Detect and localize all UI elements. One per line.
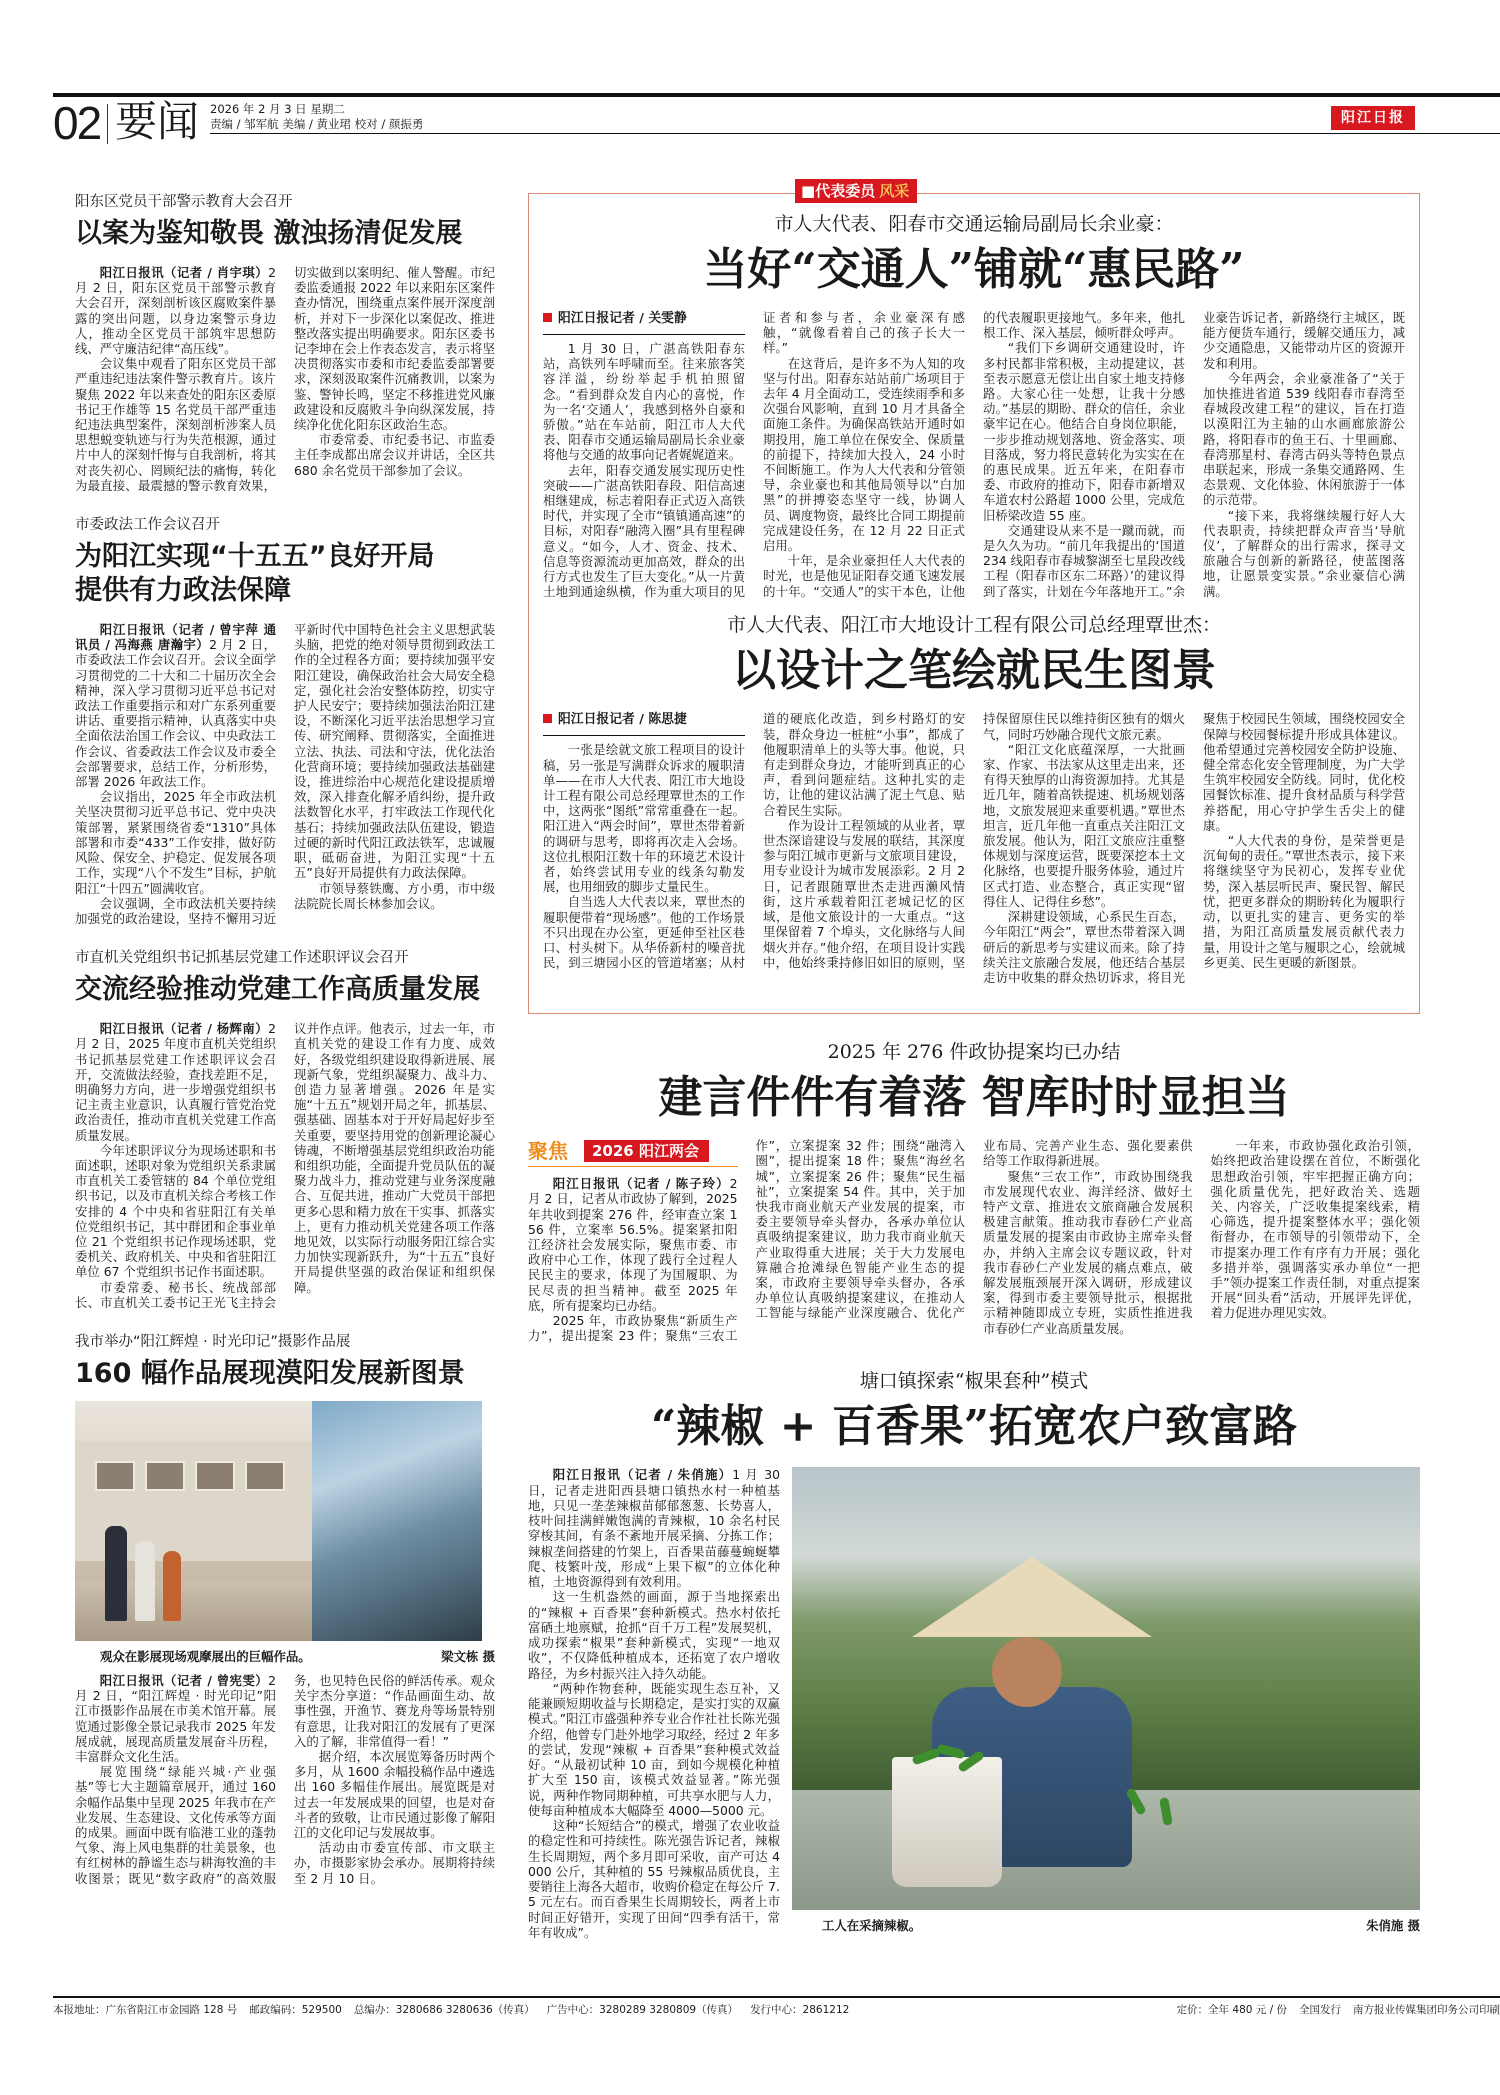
story-headline — [75, 540, 495, 608]
footer-address: 本报地址：广东省阳江市金园路 128 号 — [53, 2004, 238, 2016]
byline-marker-icon — [543, 313, 552, 322]
pepper-photo-column — [792, 1467, 1420, 1934]
pepper-story — [528, 1369, 1420, 1940]
story-paragraph: 聚焦“三农工作”，市政协围绕我市发展现代农业、海洋经济、做好土特产文章、推进农文旅商融合发展积极建言献策。推动我市春砂仁产业高质量发展的提案由市政协主席牵头督办，并纳入主席会议专题议政，针对我市春砂仁产业发展的痛点难点，破解发展瓶颈展开深入调研，形成建议案，得到市委主要领导批示，根据批示精神随即成立专班，实质性推进我市春砂仁产业高质量发展。 — [983, 1168, 1193, 1336]
story-party-building-review — [75, 948, 495, 1310]
pepper-body — [528, 1467, 780, 1940]
photo-conical-hat — [912, 1557, 1152, 1637]
byline-text: 阳江日报记者 / 关雯静 — [558, 311, 687, 326]
photo-large-print — [312, 1401, 482, 1641]
profile-paragraph: 自当选人大代表以来，覃世杰的履职便带着“现场感”。他的工作场景不只出现在办公室，更延伸至社区巷口、村头树下。从华侨新村的噪音扰民，到三塘园小区的管道堵塞；从村道的硬底化改造，到乡村路灯的安装，群众身边一桩桩“小事”，都成了他履职清单上的头等大事。他说，只有走到群众身边，才能听到真正的心声，看到问题症结。这种扎实的走访，让他的建议沾满了泥土气息、贴合着民生实际。 — [543, 711, 965, 971]
profile-headline: 以设计之笔绘就民生图景 — [732, 645, 1216, 697]
profile-paragraph: 1 月 30 日，广湛高铁阳春东站，高铁列车呼啸而至。往来旅客笑容洋溢，纷纷举起手机拍照留念。“看到群众发自内心的喜悦，作为一名‘交通人’，我感到格外自豪和骄傲。”站在车站前，阳江市人大代表、阳春市交通运输局副局长余业豪将他与交通的故事向记者娓娓道来。 — [543, 341, 745, 463]
photo-frame — [195, 1461, 235, 1491]
profile-paragraph: 深耕建设领域，心系民生百态，今年阳江“两会”，覃世杰带着深入调研后的新思考与实建议而来。除了持续关注文旅融合发展，他还结合基层走访中收集的群众热切诉求，将目光聚焦于校园民生领域，围绕校园安全保障与校园餐标提升形成具体建议。他希望通过完善校园安全防护设施、健全常态化安全管理制度，为广大学生筑牢校园安全防线。同时，优化校园餐饮标准、提升食材品质与科学营养搭配，用心守护学生舌尖上的健康。 — [983, 711, 1405, 985]
footer-printer: 南方报业传媒集团印务公司印刷 — [1353, 2004, 1500, 2016]
profile-paragraph: “阳江文化底蕴深厚，一大批画家、作家、书法家从这里走出来，还有得天独厚的山海资源加持。尤其是近几年，随着高铁提速、机场规划落地，文旅发展迎来重要机遇。”覃世杰坦言，近几年他一直重点关注阳江文旅发展。他认为，阳江文旅应注重整体规划与深度运营，既要深挖本土文化脉络，也要提升服务体验，通过片区式打造、业态整合，真正实现“留得住人、记得住乡愁”。 — [983, 741, 1185, 909]
profile-paragraph: 在这背后，是许多不为人知的攻坚与付出。阳春东站站前广场项目于去年 4 月全面动工，受连续雨季和多次强台风影响，直到 10 月才具备全面施工条件。为确保高铁站开通时如期投用，施工单位在保安全、保质量的前提下，持续加大投入，24 小时不间断施工。作为人大代表和分管领导，余业豪也和其他局领导以“白加黑”的拼搏姿态坚守一线，协调人员、调度物资，最终比合同工期提前完成建设任务，在 12 月 22 日正式启用。 — [763, 355, 965, 554]
badge-label: 2026 阳江两会 — [592, 1142, 699, 1161]
byline — [543, 711, 745, 736]
cppcc-headline: 建言件件有着落 智库时时显担当 — [658, 1072, 1290, 1124]
story-paragraph: 会议指出，2025 年全市政法机关坚决贯彻习近平总书记、党中央决策部署，紧紧围绕省委“1310”具体部署和市委“433”工作安排，做好防风险、保安全、护稳定、促发展各项工作，实现“八个不发生”目标，护航阳江“十四五”圆满收官。 — [75, 789, 276, 896]
story-lead: 阳江日报讯（记者 / 朱俏施） — [552, 1467, 733, 1483]
profile-paragraph: “接下来，我将继续履行好人大代表职责，持续把群众声音当‘导航仪’，了解群众的出行需求，探寻文旅融合与创新的新路径，使蓝图落地，让愿景变实景。”余业豪信心满满。 — [1203, 507, 1405, 599]
profile-paragraph: 一张是绘就文旅工程项目的设计稿，另一张是写满群众诉求的履职清单——在市人大代表、阳江市大地设计工程有限公司总经理覃世杰的工作中，这两张“图纸”常常重叠在一起。阳江进入“两会时间”，覃世杰带着新的调研与思考，即将再次走入会场。这位扎根阳江数十年的环境艺术设计者，始终尝试用专业的线条勾勒发展，也用细致的脚步丈量民生。 — [543, 742, 745, 895]
story-lead: 阳江日报讯（记者 / 曾宇萍 通讯员 / 冯海燕 唐瀚宇） — [75, 622, 276, 653]
pepper-caption-row — [792, 1916, 1420, 1934]
masthead-divider — [107, 104, 108, 144]
pepper-headline: “辣椒 + 百香果”拓宽农户致富路 — [650, 1401, 1298, 1453]
badge-script: 聚焦 — [528, 1139, 568, 1164]
photo-frame — [245, 1461, 285, 1491]
footer-ad-center: 广告中心：3280289 3280809（传真） — [546, 2004, 739, 2016]
story-paragraph: 活动由市委宣传部、市文联主办，市摄影家协会承办。展期将持续至 2 月 10 日。 — [294, 1840, 495, 1886]
story-kicker: 市直机关党组织书记抓基层党建工作述职评议会召开 — [75, 950, 409, 967]
profile-body — [543, 711, 1405, 985]
story-body — [75, 265, 495, 493]
story-paragraph: 2 月 2 日，“阳江辉煌 · 时光印记”阳江市摄影作品展在市美术馆开幕。展览通过影像全景记录我市 2025 年发展成就，展现高质量发展奋斗历程，丰富群众文化生活。 — [75, 1672, 276, 1764]
story-body — [75, 1021, 495, 1310]
feature-tag-script: 风采 — [879, 182, 910, 200]
story-paragraph: “两种作物套种，既能实现生态互补，又能兼顾短期收益与长期稳定，是实打实的双赢模式。”阳江市盛强种养专业合作社社长陈光强介绍，他曾专门赴外地学习取经，经过 2 年多的尝试，发现“辣椒 + 百香果”套种模式效益好。“从最初试种 10 亩，到如今规模化种植扩大至 150 亩，该模式效益显著。”陈光强说，两种作物同期种植，可共享水肥与人力，使每亩种植成本大幅降至 4000—5000 元。 — [528, 1680, 780, 1818]
story-paragraph: 会议强调，全市政法机关要持续加强党的政治建设，坚持不懈用习近平新时代中国特色社会主义思想武装头脑，把党的绝对领导贯彻到政法工作的全过程各方面；要持续加强平安阳江建设，确保政治社会大局安全稳定，强化社会治安整体防控，切实守护人民安宁；要持续加强法治阳江建设，不断深化习近平法治思想学习宣传、研究阐释、贯彻落实，全面推进立法、执法、司法和守法，优化法治化营商环境；要持续加强政法基础建设，推进综治中心规范化建设提质增效，深入排查化解矛盾纠纷，提升政法数智化水平，打牢政法工作现代化基石；持续加强政法队伍建设，锻造过硬的新时代阳江政法铁军，忠诚履职，砥砺奋进，为阳江实现“十五五”良好开局提供有力政法保障。 — [75, 622, 495, 926]
photo-visitor — [105, 1526, 127, 1621]
story-paragraph: 2 月 2 日，市委政法工作会议召开。会议全面学习贯彻党的二十大和二十届历次全会精神，深入学习贯彻习近平总书记对政法工作重要指示和对广东系列重要讲话、重要指示精神，认真落实中央全面依法治国工作会议、中央政法工作会议、省委政法工作会议及市委全会部署要求，总结工作，分析形势，部署 2026 年政法工作。 — [75, 637, 276, 790]
exhibition-photo — [75, 1401, 482, 1641]
story-paragraph: 这种“长短结合”的模式，增强了农业收益的稳定性和可持续性。陈光强告诉记者，辣椒生长周期短，两个多月即可采收，亩产可达 4000 公斤，其种植的 55 号辣椒品质优良，主要销往上海各大超市，收购价稳定在每公斤 7.5 元左右。而百香果生长周期较长，两者上市时间正好错开，实现了田间“四季有活干，常年有收成”。 — [528, 1818, 780, 1940]
story-photo-exhibition — [75, 1332, 495, 1886]
story-paragraph: 1 月 30 日，记者走进阳西县塘口镇热水村一种植基地，只见一垄垄辣椒苗郁郁葱葱、长势喜人，枝叶间挂满鲜嫩饱满的青辣椒，10 余名村民穿梭其间，有条不紊地开展采摘、分拣工作；辣椒垄间搭建的竹架上，百香果苗藤蔓蜿蜒攀爬、枝繁叶茂，形成“上果下椒”的立体化种植，土地资源得到有效利用。 — [528, 1467, 780, 1590]
header-rule — [210, 133, 1500, 134]
story-paragraph: 据介绍，本次展览筹备历时两个多月，从 1600 余幅投稿作品中遴选出 160 多幅佳作展出。展览既是对过去一年发展成果的回望，也是对奋斗者的致敬，让市民通过影像了解阳江的文化印记与发展故事。 — [294, 1748, 495, 1840]
photo-visitor — [135, 1541, 155, 1621]
story-kicker: 市委政法工作会议召开 — [75, 517, 220, 534]
paper-logo: 阳江日报 — [1331, 106, 1415, 130]
left-column — [75, 192, 495, 1908]
story-paragraph: 展览围绕“绿能兴城·产业强基”等七大主题篇章展开，通过 160 余幅作品集中呈现 2025 年我市在产业发展、生态建设、文化传承等方面的成果。画面中既有临港工业的蓬勃气象、海上风电集群的壮美景象，也有红树林的静谧生态与耕海牧渔的丰收图景；既见“数字政府”的高效服务，也见特色民俗的鲜活传承。观众关宇杰分享道：“作品画面生动、故事性强，开渔节、赛龙舟等场景特别有意思，让我对阳江的发展有了更深入的了解，非常值得一看！” — [75, 1672, 495, 1886]
profile-body — [543, 310, 1405, 599]
profile-paragraph: 今年两会，余业豪准备了“关于加快推进省道 539 线阳春市春湾至春城段改建工程”的建议，旨在打造以漠阳江为主轴的山水画廊旅游公路，将阳春市的鱼王石、十里画廊、春湾那星村、春湾古码头等特色景点串联起来，形成一条集交通路网、生态景观、文化体验、休闲旅游于一体的示范带。 — [1203, 370, 1405, 508]
pepper-harvest-photo — [792, 1467, 1420, 1910]
story-lead: 阳江日报讯（记者 / 肖宇琪） — [99, 265, 269, 280]
profile-paragraph: 作为设计工程领域的从业者，覃世杰深谙建设与发展的联结，其深度参与阳江城市更新与文旅项目建设，用专业设计为城市发展添彩。2 月 2 日，记者跟随覃世杰走进西濑风情街，这片承载着阳江老城记忆的区域，是他文旅设计的一大重点。“这里保留着 7 个埠头，文化脉络与人间烟火并存。”他介绍，在项目设计实践中，他始终秉持修旧如旧的原则，坚持保留原住民以维持街区独有的烟火气，同时巧妙融合现代文旅元素。 — [763, 711, 1185, 970]
story-kicker: 阳东区党员干部警示教育大会召开 — [75, 194, 293, 210]
story-body — [75, 1673, 495, 1886]
feature-tag — [795, 179, 917, 203]
badge-rule — [528, 1166, 738, 1167]
story-lead: 阳江日报讯（记者 / 杨辉南） — [99, 1021, 269, 1037]
photo-bucket — [892, 1757, 1002, 1887]
section-name: 要闻 — [115, 97, 200, 146]
feature-tag-label: 代表委员 — [815, 182, 876, 200]
story-headline-line: 为阳江实现“十五五”良好开局 — [75, 541, 435, 573]
profile-paragraph: 去年，阳春交通发展实现历史性突破——广湛高铁阳春段、阳信高速相继建成，标志着阳春正式迈入高铁时代，并实现了全市“镇镇通高速”的目标，对阳春“融湾入圈”具有里程碑意义。“如今，人才、资金、技术、信息等资源流动更加高效，群众的出行方式也发生了巨大变化。”从一片黄土地到通途纵横，作为重大项目的见证者和参与者，余业豪深有感触，“就像看着自己的孩子长大一样。” — [543, 310, 965, 600]
footer-price: 定价：全年 480 元 / 份 — [1176, 2004, 1287, 2016]
story-paragraph: 2 月 2 日，阳东区党员干部警示教育大会召开，深刻剖析该区腐败案件暴露的突出问题，以身边案警示身边人，推动全区党员干部筑牢思想防线、严守廉洁纪律“高压线”。 — [75, 265, 276, 357]
footer-editorial-office: 总编办：3280686 3280636（传真） — [353, 2004, 535, 2016]
cppcc-subtitle: 2025 年 276 件政协提案均已办结 — [827, 1041, 1121, 1064]
story-paragraph: 2 月 2 日，记者从市政协了解到，2025 年共收到提案 276 件，经审查立案 156 件，立案率 56.5%。提案紧扣阳江经济社会发展实际，聚焦市委、市政府中心工作，体现了践行全过程人民民主的要求，体现了为国履职、为民尽责的担当精神。截至 2025 年底，所有提案均已办结。 — [528, 1176, 738, 1313]
issue-info — [210, 102, 423, 132]
story-paragraph: 市委常委、市纪委书记、市监委主任李成都出席会议并讲话，全区共 680 余名党员干部参加了会议。 — [294, 432, 495, 478]
story-lead: 阳江日报讯（记者 / 曾宪雯） — [99, 1672, 269, 1688]
story-headline: 以案为鉴知敬畏 激浊扬清促发展 — [75, 218, 463, 249]
feature-section — [528, 179, 1420, 1014]
footer-publishing — [1177, 2003, 1500, 2017]
footer-postcode: 邮政编码：529500 — [249, 2004, 342, 2016]
story-paragraph: 市领导蔡铁鹰、方小勇，市中级法院院长周长林参加会议。 — [294, 880, 495, 911]
footer-distribution: 发行中心：2861212 — [750, 2004, 850, 2016]
footer-circulation: 全国发行 — [1299, 2004, 1341, 2016]
badge-label-box — [584, 1140, 709, 1162]
footer — [53, 1996, 1500, 2017]
photo-caption-row — [75, 1647, 495, 1665]
story-warning-education — [75, 192, 495, 493]
feature-box — [528, 193, 1420, 1014]
pepper-subtitle: 塘口镇探索“椒果套种”模式 — [859, 1370, 1089, 1393]
right-column — [528, 179, 1420, 1940]
issue-editors: 责编 / 邹军航 美编 / 黄业珺 校对 / 颜振勇 — [210, 117, 424, 131]
profile-headline: 当好“交通人”铺就“惠民路” — [703, 244, 1245, 295]
story-paragraph: 会议集中观看了阳东区党员干部严重违纪违法案件警示教育片。该片聚焦 2022 年以来查处的阳东区委原书记王作雄等 15 名党员干部严重违纪违法典型案件，深刻剖析涉案人员思想蜕变轨迹与行为失范根源，通过片中人的深刻忏悔与自我剖析，将其对丧失初心、罔顾纪法的痛悔，转化为最直接、最震撼的警示教育效果，切实做到以案明纪、催人警醒。市纪委监委通报 2022 年以来阳东区案件查办情况，围绕重点案件展开深度剖析，并对下一步深化以案促改、推进整改落实提出明确要求。阳东区委书记李坤在会上作表态发言，表示将坚决贯彻落实市委和市纪委监委部署要求，深刻汲取案件沉痛教训，以案为鉴、警钟长鸣，坚定不移推进党风廉政建设和反腐败斗争向纵深发展，持续净化优化阳东区政治生态。 — [75, 265, 495, 493]
story-political-legal-meeting — [75, 515, 495, 926]
photo-caption: 观众在影展现场观摩展出的巨幅作品。 — [100, 1648, 311, 1664]
footer-contact — [53, 2003, 849, 2017]
photo-frame — [145, 1461, 185, 1491]
story-headline: 交流经验推动党建工作高质量发展 — [75, 974, 480, 1006]
photo-visitor — [163, 1551, 181, 1621]
story-paragraph: 2 月 2 日，2025 年度市直机关党组织书记抓基层党建工作述职评议会召开，交流做法经验，查找差距不足，明确努力方向，进一步增强党组织书记主责主业意识，认真履行管党治党政治责任，推动市直机关党建工作高质量发展。 — [75, 1021, 276, 1143]
page-number: 02 — [53, 97, 101, 149]
photo-caption: 工人在采摘辣椒。 — [822, 1918, 922, 1934]
profile-paragraph: “人大代表的身份，是荣誉更是沉甸甸的责任。”覃世杰表示，接下来将继续坚守为民初心，发挥专业优势，深入基层听民声、聚民智、解民忧，把更多群众的期盼转化为履职行动，以更扎实的建言、更务实的举措，为阳江高质量发展贡献代表力量，用设计之笔与履职之心，绘就城乡更美、民生更暖的新图景。 — [1203, 833, 1405, 970]
top-rule — [53, 93, 1500, 97]
photo-credit: 朱俏施 摄 — [1366, 1918, 1420, 1934]
profile-paragraph: 十年，是余业豪担任人大代表的时光，也是他见证阳春交通飞速发展的十年。“交通人”的实干本色，让他的代表履职更接地气。多年来，他扎根工作、深入基层，倾听群众呼声。 — [763, 310, 1185, 599]
pepper-content — [528, 1467, 1420, 1940]
story-paragraph: 市委常委、秘书长、统战部部长、市直机关工委书记王光飞主持会议并作点评。他表示，过去一年，市直机关党的建设工作有力度、成效好，各级党组织建设取得新进展、展现新气象，党组织凝聚力、战斗力、创造力显著增强。2026 年是实施“十五五”规划开局之年，抓基层、强基础、固基本对于开好局起好步至关重要，要坚持用党的创新理论凝心铸魂，不断增强基层党组织政治功能和组织功能，全面提升党员队伍的凝聚力战斗力，推动党建与业务深度融合、互促共进，推动广大党员干部把更多心思和精力放在干实事、抓落实上，更有力推动机关党建各项工作落地见效，以实际行动服务阳江综合实力加快实现新跃升，为“十五五”良好开局提供坚强的政治保证和组织保障。 — [75, 1021, 495, 1310]
story-paragraph: 一年来，市政协强化政治引领，始终把政治建设摆在首位，不断强化思想政治引领，牢牢把握正确方向；强化质量优先，把好政治关、选题关、内容关，广泛收集提案线索，精心筛选，提升提案整体水平；强化领衔督办，在市领导的引领带动下，全市提案办理工作有序有力开展；强化多措并举，强调落实承办单位“一把手”领办提案工作责任制，对重点提案开展“回头看”活动，开展评先评优，着力促进办理见实效。 — [1210, 1138, 1420, 1321]
byline-text: 阳江日报记者 / 陈思捷 — [558, 712, 687, 728]
story-lead: 阳江日报讯（记者 / 陈子玲） — [552, 1176, 730, 1192]
story-paragraph: 今年述职评议分为现场述职和书面述职，述职对象为党组织关系隶属市直机关工委管辖的 84 个单位党组织书记，以及市直机关综合考核工作安排的 4 个中央和省驻阳江有关单位党组织书记，其中群团和企事业单位 21 个党组织书记作现场述职，党委机关、政府机关、中央和省驻阳江单位 67 个党组织书记作书面述职。 — [75, 1142, 276, 1280]
story-headline-line: 提供有力政法保障 — [75, 575, 291, 607]
story-body — [75, 622, 495, 926]
profile-subtitle: 市人大代表、阳江市大地设计工程有限公司总经理覃世杰： — [726, 614, 1221, 637]
byline-marker-icon — [543, 714, 552, 723]
profile-yu-yehao — [543, 212, 1405, 599]
two-sessions-badge — [528, 1138, 738, 1168]
story-kicker: 我市举办“阳江辉煌 · 时光印记”摄影作品展 — [75, 1333, 351, 1350]
story-paragraph: 这一生机盎然的画面，源于当地探索出的“辣椒 + 百香果”套种新模式。热水村依托富硒土地禀赋，抢抓“百千万工程”发展契机，成功探索“椒果”套种新模式，实现“一地双收”，不仅降低种植成本，还拓宽了农户增收路径，为乡村振兴注入持久动能。 — [528, 1589, 780, 1681]
byline — [543, 310, 745, 335]
issue-date: 2026 年 2 月 3 日 星期二 — [210, 102, 345, 116]
photo-frame — [95, 1461, 135, 1491]
feature-tag-square: ■ — [801, 182, 816, 200]
profile-paragraph: 交通建设从来不是一蹴而就，而是久久为功。“前几年我提出的‘国道 234 线阳春市春城黎湖至七星段改线工程（阳春市区东二环路）’的建议得到了落实，计划在今年落地开工。”余业豪告诉记者，新路绕行主城区，既能方便货车通行，缓解交通压力，减少交通隐患，又能带动片区的资源开发和利用。 — [983, 310, 1405, 599]
profile-subtitle: 市人大代表、阳春市交通运输局副局长余业豪： — [774, 213, 1174, 235]
photo-worker-face — [992, 1637, 1062, 1707]
story-paragraph: 2025 年，市政协聚焦“新质生产力”，提出提案 23 件；聚焦“三农工作”，立案提案 32 件；围绕“融湾入圈”，提出提案 18 件；聚焦“海丝名城”，立案提案 26 件；聚焦“民生福祉”，立案提案 54 件。其中，关于加快我市商业航天产业发展的提案，市委主要领导牵头督办，各承办单位认真吸纳提案建议，助力我市商业航天产业取得重大进展；关于大力发展电算融合抢滩绿色智能产业生态的提案，市政府主要领导牵头督办，各承办单位认真吸纳提案建议，在推动人工智能与绿能产业深度融合、优化产业布局、完善产业生态、强化要素供给等工作取得新进展。 — [528, 1138, 1193, 1344]
profile-paragraph: “我们下乡调研交通建设时，许多村民都非常积极，主动提建议，甚至表示愿意无偿让出自家土地支持修路。大家心往一处想，让我十分感动。”基层的期盼、群众的信任，余业豪牢记在心。他结合自身岗位职能，一步步推动规划落地、资金落实、项目落成，努力将民意转化为实实在在的惠民成果。近五年来，在阳春市委、市政府的推动下，阳春市新增双车道农村公路超 1000 公里，完成危旧桥梁改造 55 座。 — [983, 340, 1185, 523]
cppcc-story — [528, 1040, 1420, 1343]
cppcc-body — [528, 1138, 1420, 1343]
photo-credit: 梁文栋 摄 — [441, 1648, 495, 1664]
profile-qin-shijie — [543, 613, 1405, 985]
story-headline: 160 幅作品展现漠阳发展新图景 — [75, 1357, 465, 1389]
